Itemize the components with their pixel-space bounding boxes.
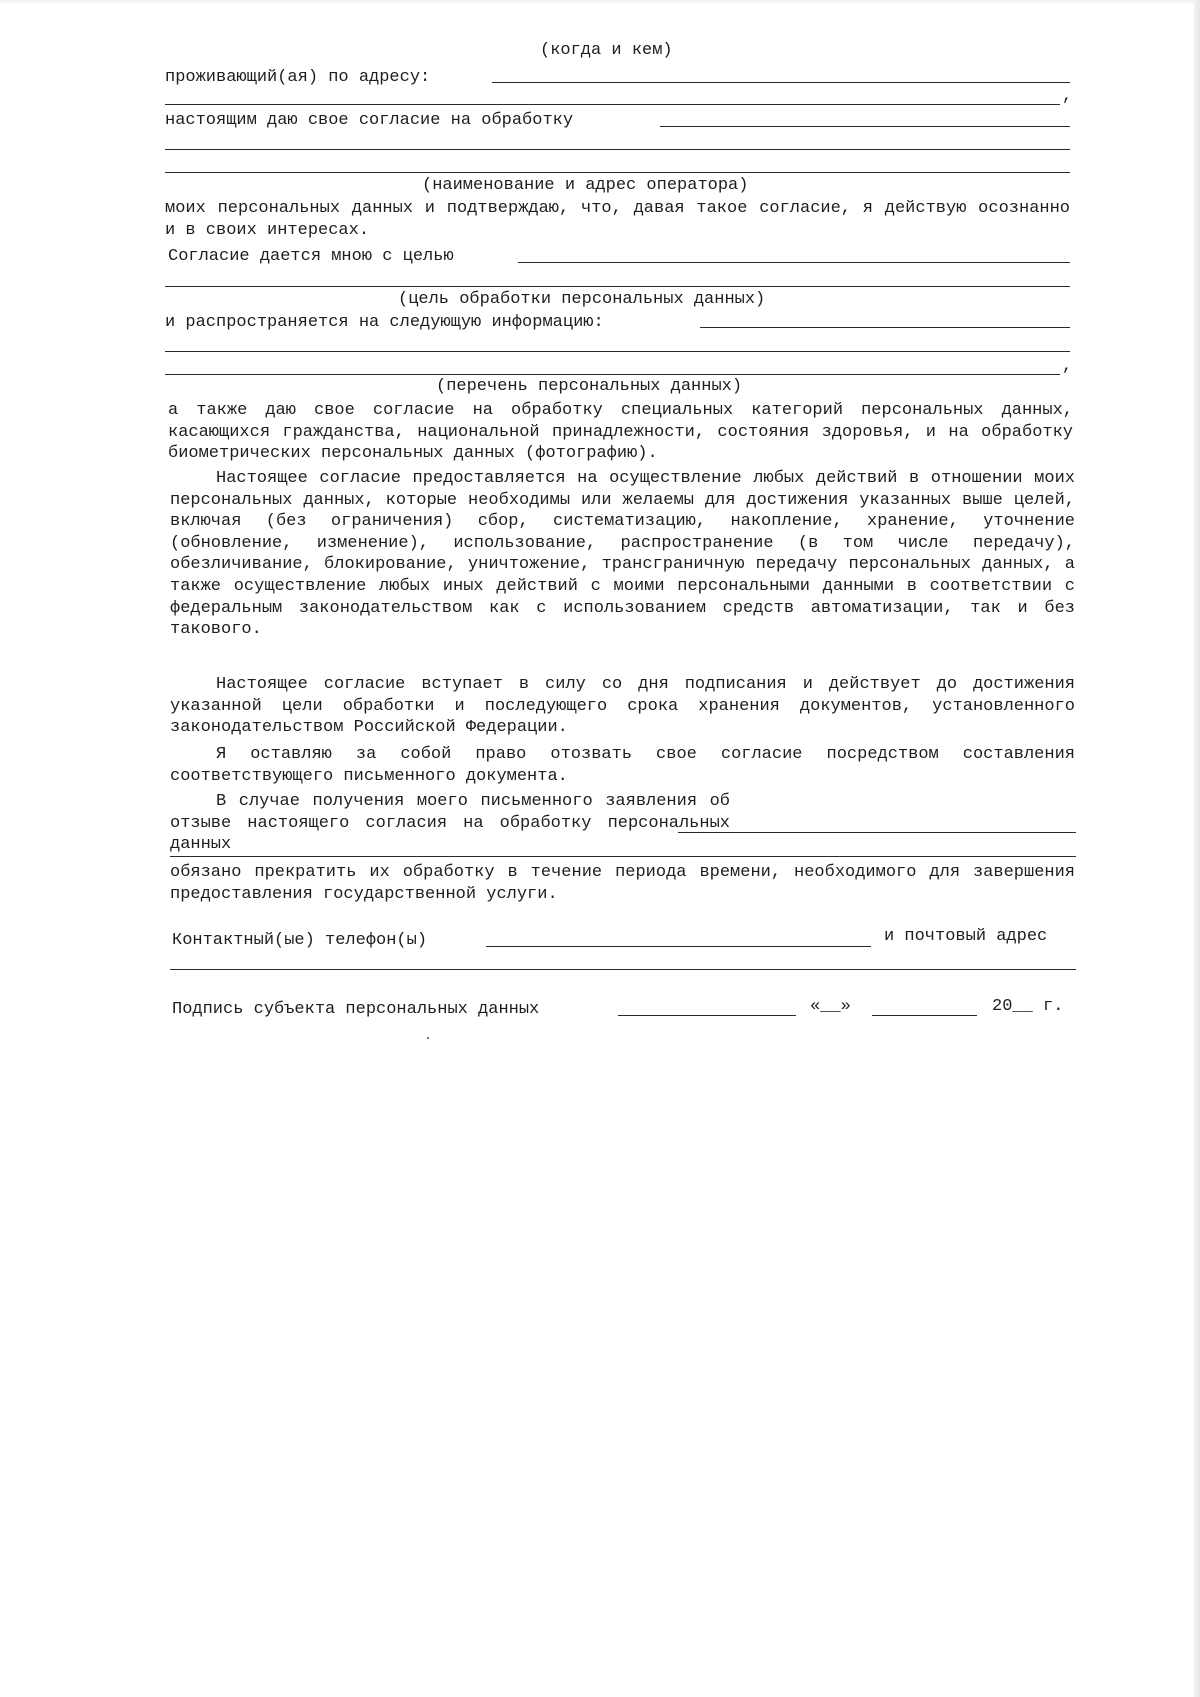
info-comma: , bbox=[1062, 357, 1073, 376]
info-field-line-1[interactable] bbox=[700, 327, 1070, 328]
caption-operator: (наименование и адрес оператора) bbox=[422, 176, 749, 195]
operator-field-line-3[interactable] bbox=[165, 172, 1070, 173]
caption-when-by-whom: (когда и кем) bbox=[540, 41, 673, 60]
caption-list: (перечень персональных данных) bbox=[436, 377, 743, 396]
paragraph-revoke-text: Я оставляю за собой право отозвать свое согласие посредством составления соответствующего письменного документа. bbox=[170, 745, 1075, 786]
paragraph-validity-text: Настоящее согласие вступает в силу со дня подписания и действует до достижения указанной цели обработки и последующего срока хранения документов, установленного законодательством Российской Федерации. bbox=[170, 675, 1075, 738]
paragraph-validity bbox=[170, 674, 1075, 739]
address-field-line-1[interactable] bbox=[492, 82, 1070, 83]
date-month-field-line[interactable] bbox=[872, 1015, 977, 1016]
paragraph-withdrawal-start-text: В случае получения моего письменного заявления об отзыве настоящего согласия на обработку персональных данных bbox=[170, 792, 730, 855]
paragraph-actions-text: Настоящее согласие предоставляется на осуществление любых действий в отношении моих персональных данных, которые необходимы или желаемы для достижения указанных выше целей, включая (без ограничения) сбор, систематизацию, накопление, хранение, уточнение (обновление, изменение), использование, распространение (в том числе передачу), обезличивание, блокирование, уничтожение, трансграничную передачу персональных данных, а также осуществление любых иных действий с моими персональными данными в соответствии с федеральным законодательством как с использованием средств автоматизации, так и без такового. bbox=[170, 469, 1075, 640]
operator-withdrawal-field-line-1[interactable] bbox=[678, 832, 1076, 833]
purpose-field-line-1[interactable] bbox=[518, 262, 1070, 263]
phone-field-line[interactable] bbox=[486, 946, 871, 947]
paragraph-personal-data: моих персональных данных и подтверждаю, что, давая такое согласие, я действую осознанно и в своих интересах. bbox=[165, 199, 1070, 240]
paragraph-special-categories: а также даю свое согласие на обработку специальных категорий персональных данных, касающихся гражданства, национальной принадлежности, состояния здоровья, и на обработку биометрических персональных данных (фотографию). bbox=[168, 401, 1073, 464]
date-day: «__» bbox=[810, 997, 851, 1016]
paragraph-withdrawal-end: обязано прекратить их обработку в течение периода времени, необходимого для завершения предоставления государственной услуги. bbox=[170, 863, 1075, 904]
address-field-line-2[interactable] bbox=[165, 104, 1060, 105]
operator-field-line-2[interactable] bbox=[165, 149, 1070, 150]
paragraph-actions bbox=[170, 468, 1075, 641]
caption-purpose: (цель обработки персональных данных) bbox=[398, 290, 766, 309]
signature-field-line[interactable] bbox=[618, 1015, 796, 1016]
scan-speck bbox=[427, 1037, 429, 1039]
purpose-label: Согласие дается мною с целью bbox=[168, 247, 454, 266]
postal-label: и почтовый адрес bbox=[884, 927, 1048, 946]
paragraph-revoke bbox=[170, 744, 1075, 787]
address-comma: , bbox=[1062, 87, 1073, 106]
postal-field-line[interactable] bbox=[170, 969, 1076, 970]
consent-label: настоящим даю свое согласие на обработку bbox=[165, 111, 574, 130]
operator-field-line-1[interactable] bbox=[660, 126, 1070, 127]
signature-label: Подпись субъекта персональных данных bbox=[172, 1000, 540, 1019]
paragraph-withdrawal-start bbox=[170, 791, 730, 856]
date-year: 20__ г. bbox=[992, 997, 1064, 1016]
purpose-field-line-2[interactable] bbox=[165, 286, 1070, 287]
info-label: и распространяется на следующую информацию: bbox=[165, 313, 604, 332]
address-label: проживающий(ая) по адресу: bbox=[165, 68, 431, 87]
operator-withdrawal-field-line-2[interactable] bbox=[170, 856, 1076, 857]
contacts-label: Контактный(ые) телефон(ы) bbox=[172, 931, 428, 950]
info-field-line-3[interactable] bbox=[165, 374, 1060, 375]
info-field-line-2[interactable] bbox=[165, 351, 1070, 352]
